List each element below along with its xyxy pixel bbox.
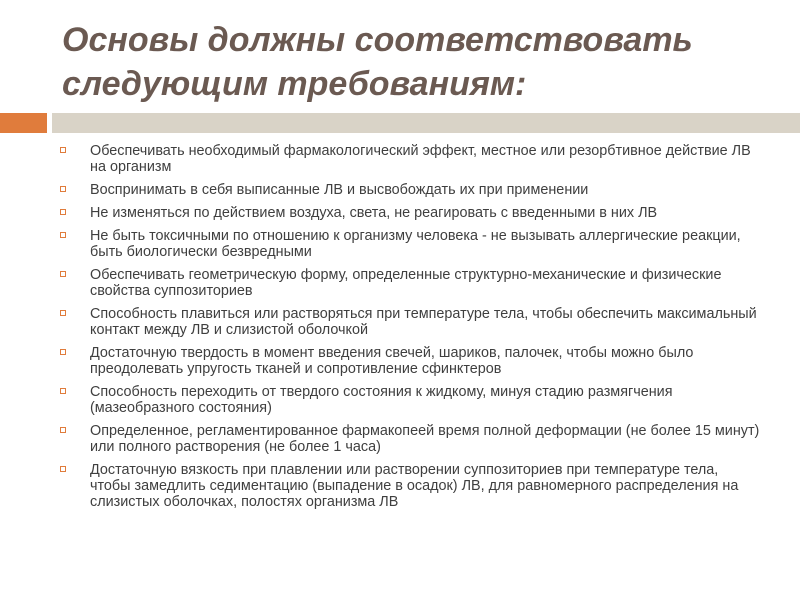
accent-square bbox=[0, 113, 47, 133]
list-item bbox=[60, 423, 760, 455]
title-divider bbox=[52, 113, 800, 133]
list-item bbox=[60, 384, 760, 416]
list-item bbox=[60, 205, 760, 221]
hollow-square-icon bbox=[60, 349, 66, 355]
list-item bbox=[60, 462, 760, 510]
hollow-square-icon bbox=[60, 186, 66, 192]
hollow-square-icon bbox=[60, 209, 66, 215]
hollow-square-icon bbox=[60, 427, 66, 433]
list-item bbox=[60, 228, 760, 260]
hollow-square-icon bbox=[60, 232, 66, 238]
list-item-text: Достаточную вязкость при плавлении или растворении суппозиториев при температуре тела, чтобы замедлить седиментацию (выпадение в осадок) ЛВ, для равномерного распределения на слизистых оболочках, полостях организма ЛВ bbox=[90, 462, 739, 510]
list-item-text: Воспринимать в себя выписанные ЛВ и высвобождать их при применении bbox=[90, 182, 589, 198]
list-item bbox=[60, 182, 760, 198]
hollow-square-icon bbox=[60, 466, 66, 472]
list-item-text: Определенное, регламентированное фармакопеей время полной деформации (не более 15 минут) или полного растворения (не более 1 часа) bbox=[90, 423, 760, 455]
list-item-text: Не быть токсичными по отношению к организму человека - не вызывать аллергические реакции, быть биологически безвредными bbox=[90, 228, 741, 260]
hollow-square-icon bbox=[60, 271, 66, 277]
list-item-text: Способность переходить от твердого состояния к жидкому, минуя стадию размягчения (мазеобразного состояния) bbox=[90, 384, 673, 416]
hollow-square-icon bbox=[60, 310, 66, 316]
list-item-text: Способность плавиться или растворяться при температуре тела, чтобы обеспечить максимальный контакт между ЛВ и слизистой оболочкой bbox=[90, 306, 757, 338]
list-item bbox=[60, 267, 760, 299]
slide-title: Основы должны соответствовать следующим требованиям: bbox=[62, 21, 693, 103]
requirements-list bbox=[60, 143, 760, 517]
list-item bbox=[60, 143, 760, 175]
list-item-text: Достаточную твердость в момент введения свечей, шариков, палочек, чтобы можно было преодолевать упругость тканей и сопротивление сфинктеров bbox=[90, 345, 694, 377]
list-item-text: Обеспечивать геометрическую форму, определенные структурно-механические и физические свойства суппозиториев bbox=[90, 267, 722, 299]
hollow-square-icon bbox=[60, 147, 66, 153]
list-item-text: Не изменяться по действием воздуха, света, не реагировать с введенными в них ЛВ bbox=[90, 205, 658, 221]
list-item-text: Обеспечивать необходимый фармакологический эффект, местное или резорбтивное действие ЛВ на организм bbox=[90, 143, 751, 175]
hollow-square-icon bbox=[60, 388, 66, 394]
list-item bbox=[60, 306, 760, 338]
list-item bbox=[60, 345, 760, 377]
